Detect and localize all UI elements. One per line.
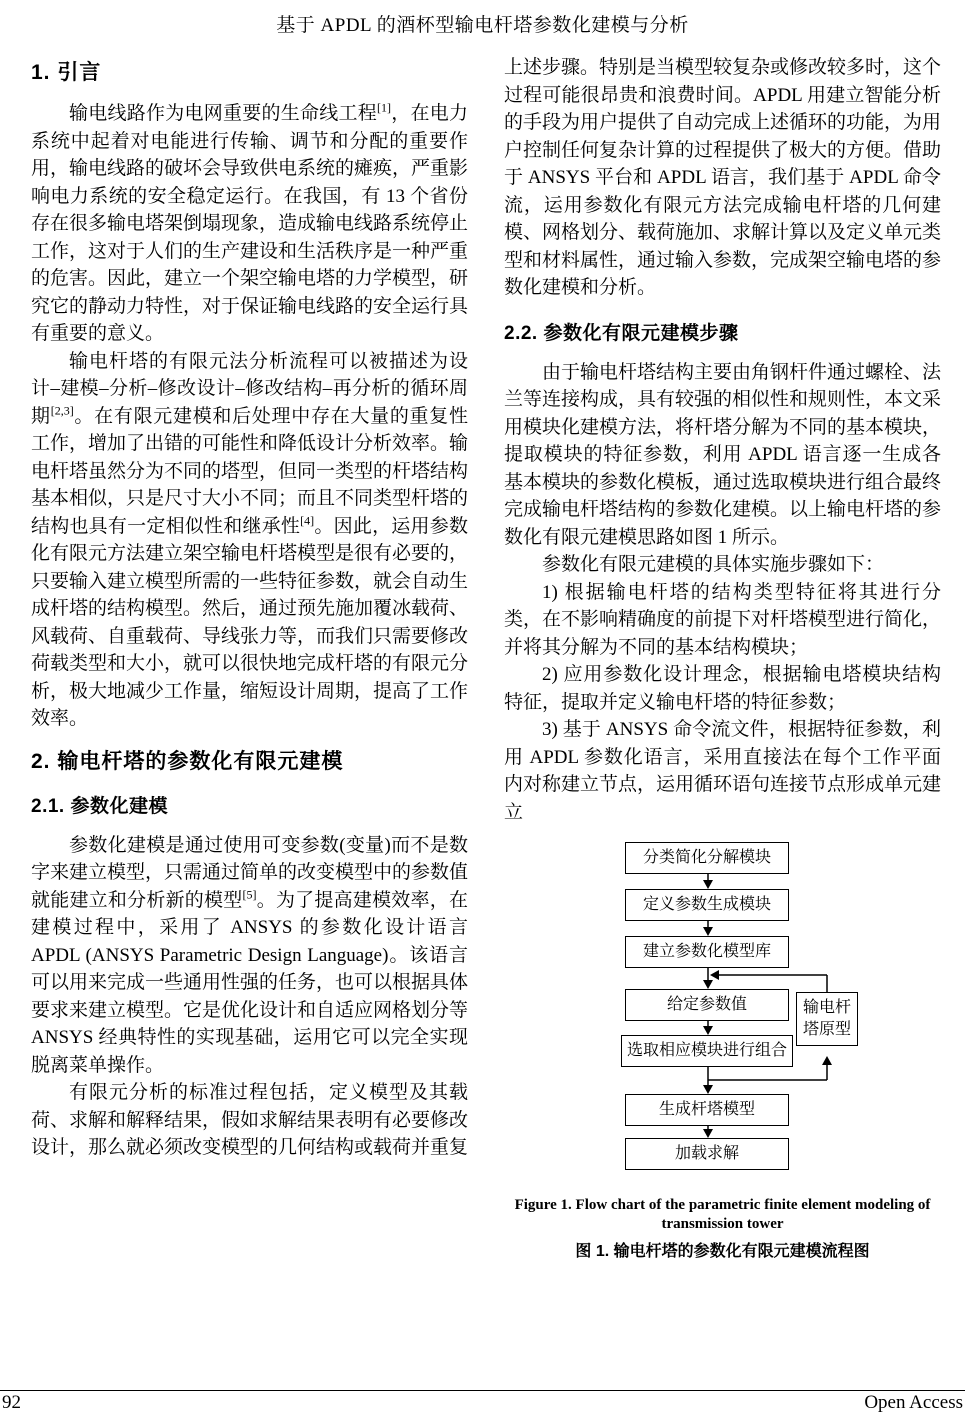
flow-box-classify: 分类简化分解模块 <box>625 842 789 874</box>
paper-title: 基于 APDL 的酒杯型输电杆塔参数化建模与分析 <box>276 15 689 36</box>
flow-box-values: 给定参数值 <box>625 989 789 1021</box>
paragraph: 输电线路作为电网重要的生命线工程[1]，在电力系统中起着对电能进行传输、调节和分配的重要作用，输电线路的破坏会导致供电系统的瘫痪，严重影响电力系统的安全稳定运行。在我国，有 13 个省份存在很多输电塔架倒塌现象，造成输电线路系统停止工作，这对于人们的生产建设和生活秩序是一种严重的危害。因此，建立一个架空输电塔的力学模型，研究它的静动力特性，对于保证输电线路的安全运行具有重要的意义。 <box>31 100 469 344</box>
figure-1-caption-cn: 图 1. 输电杆塔的参数化有限元建模流程图 <box>575 1243 870 1260</box>
step-item: 2) 应用参数化设计理念，根据输电塔模块结构特征，提取并定义输电杆塔的特征参数； <box>504 664 941 713</box>
paragraph: 上述步骤。特别是当模型较复杂或修改较多时，这个过程可能很昂贵和浪费时间。APDL 用建立智能分析的手段为用户提供了自动完成上述循环的功能，为用户控制任何复杂计算的过程提供了极大的方便。借助于 ANSYS 平台和 APDL 语言，我们基于 APDL 命令流，运用参数化有限元方法完成输电杆塔的几何建模、网格划分、载荷施加、求解计算以及定义单元类型和材料属性，通过输入参数，完成架空输电塔的参数化建模和分析。 <box>504 57 942 298</box>
paragraph: 输电杆塔的有限元法分析流程可以被描述为设计–建模–分析–修改设计–修改结构–再分析的循环周期[2,3]。在有限元建模和后处理中存在大量的重复性工作，增加了出错的可能性和降低设计分析效率。输电杆塔虽然分为不同的塔型，但同一类型的杆塔结构基本相似，只是尺寸大小不同；而且不同类型杆塔的结构也具有一定相似性和继承性[4]。因此，运用参数化有限元方法建立架空输电杆塔模型是很有必要的，只要输入建立模型所需的一些特征参数，就会自动生成杆塔的结构模型。然后，通过预先施加覆冰载荷、风载荷、自重载荷、导线张力等，而我们只需要修改荷载类型和大小，就可以很快地完成杆塔的有限元分析，极大地减少工作量，缩短设计周期，提高了工作效率。 <box>31 350 469 729</box>
figure-1-caption-en: Figure 1. Flow chart of the parametric finite element modeling of transmission tower <box>514 1197 931 1232</box>
paragraph: 有限元分析的标准过程包括，定义模型及其载荷、求解和解释结果，假如求解结果表明有必要修改设计，那么就必须改变模型的几何结构或载荷并重复 <box>31 1082 469 1158</box>
paragraph: 由于输电杆塔结构主要由角钢杆件通过螺栓、法兰等连接构成，具有较强的相似性和规则性，本文采用模块化建模方法，将杆塔分解为不同的基本模块，提取模块的特征参数，利用 APDL 语言逐一生成各基本模块的参数化模板，通过选取模块进行组合最终完成输电杆塔结构的参数化建模。以上输电杆塔的参数化有限元建模思路如图 1 所示。 <box>504 361 942 548</box>
paragraph: 参数化建模是通过使用可变参数(变量)而不是数字来建立模型，只需通过简单的改变模型中的参数值就能建立和分析新的模型[5]。为了提高建模效率，在建模过程中，采用了 ANSYS 的参数化设计语言 APDL (ANSYS Parametric Design Language)。该语言可以用来完成一些通用性强的任务，也可以根据具体要求来建立模型。它是优化设计和自适应网格划分等 ANSYS 经典特性的实现基础，运用它可以完全实现脱离菜单操作。 <box>31 834 469 1076</box>
paragraph: 参数化有限元建模的具体实施步骤如下： <box>542 554 885 575</box>
step-item: 1) 根据输电杆塔的结构类型特征将其进行分类，在不影响精确度的前提下对杆塔模型进行简化，并将其分解为不同的基本结构模块； <box>504 581 942 658</box>
section-2-2-heading: 2.2. 参数化有限元建模步骤 <box>504 322 739 344</box>
left-column <box>31 54 468 1261</box>
flow-box-define: 定义参数生成模块 <box>625 889 789 921</box>
open-access-label: Open Access <box>864 1392 963 1413</box>
flow-box-library: 建立参数化模型库 <box>625 936 789 968</box>
page-number: 92 <box>2 1392 21 1413</box>
two-column-layout <box>0 37 965 1261</box>
flow-box-generate: 生成杆塔模型 <box>625 1094 789 1126</box>
section-2-1-heading: 2.1. 参数化建模 <box>31 795 168 817</box>
step-item: 3) 基于 ANSYS 命令流文件，根据特征参数，利用 APDL 参数化语言，采用直接法在每个工作平面内对称建立节点，运用循环语句连接节点形成单元建立 <box>504 719 942 823</box>
figure-1-flowchart <box>504 842 941 1180</box>
flow-box-combine: 选取相应模块进行组合 <box>621 1035 793 1067</box>
flow-box-solve: 加载求解 <box>625 1138 789 1170</box>
section-1-heading: 1. 引言 <box>31 61 102 84</box>
footer-divider <box>0 1390 965 1391</box>
section-2-heading: 2. 输电杆塔的参数化有限元建模 <box>31 749 344 773</box>
flow-box-prototype: 输电杆塔原型 <box>796 992 858 1046</box>
right-column <box>504 54 941 1261</box>
